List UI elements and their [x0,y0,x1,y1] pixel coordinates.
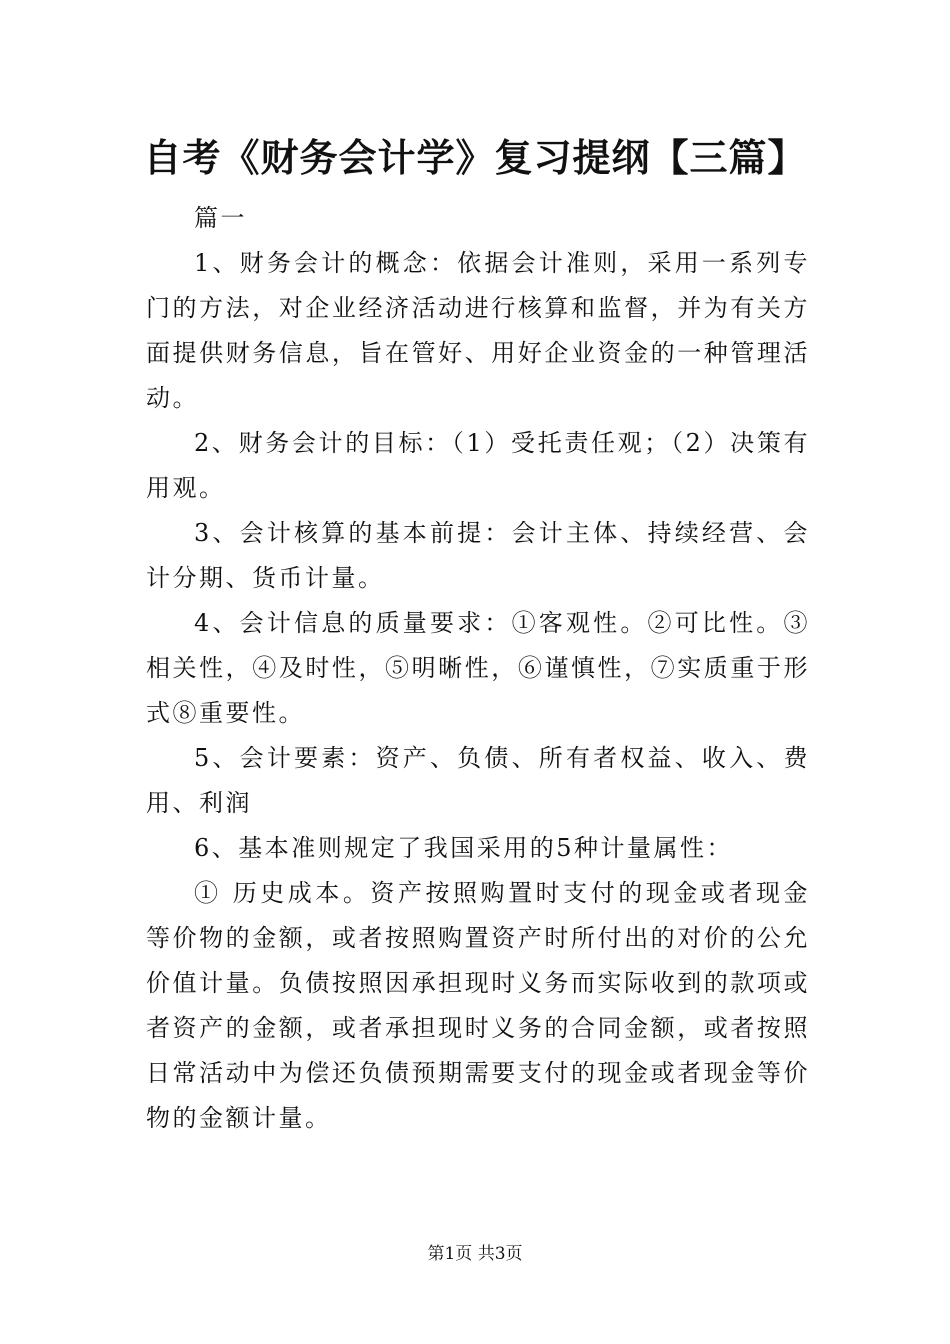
paragraph-premises: 3、会计核算的基本前提：会计主体、持续经营、会计分期、货币计量。 [146,519,810,592]
paragraph-quality-requirements: 4、会计信息的质量要求：①客观性。②可比性。③相关性，④及时性，⑤明晰性，⑥谨慎性，⑦实质重于形式⑧重要性。 [146,609,810,727]
page-title: 自考《财务会计学》复习提纲【三篇】 [143,135,807,180]
section-heading: 篇一 [194,204,247,232]
paragraph-measurement-attributes: 6、基本准则规定了我国采用的5种计量属性： [194,834,734,862]
document-body [146,196,810,1141]
paragraph-elements: 5、会计要素：资产、负债、所有者权益、收入、费用、利润 [146,744,810,817]
paragraph-historical-cost: ① 历史成本。资产按照购置时支付的现金或者现金等价物的金额，或者按照购置资产时所付出的对价的公允价值计量。负债按照因承担现时义务而实际收到的款项或者资产的金额，或者承担现时义务的合同金额，或者按照日常活动中为偿还负债预期需要支付的现金或者现金等价物的金额计量。 [146,879,810,1132]
page-footer: 第1页 共3页 [427,1244,523,1264]
paragraph-concept: 1、财务会计的概念：依据会计准则，采用一系列专门的方法，对企业经济活动进行核算和监督，并为有关方面提供财务信息，旨在管好、用好企业资金的一种管理活动。 [146,249,810,412]
paragraph-objectives: 2、财务会计的目标：（1）受托责任观；（2）决策有用观。 [146,429,810,502]
